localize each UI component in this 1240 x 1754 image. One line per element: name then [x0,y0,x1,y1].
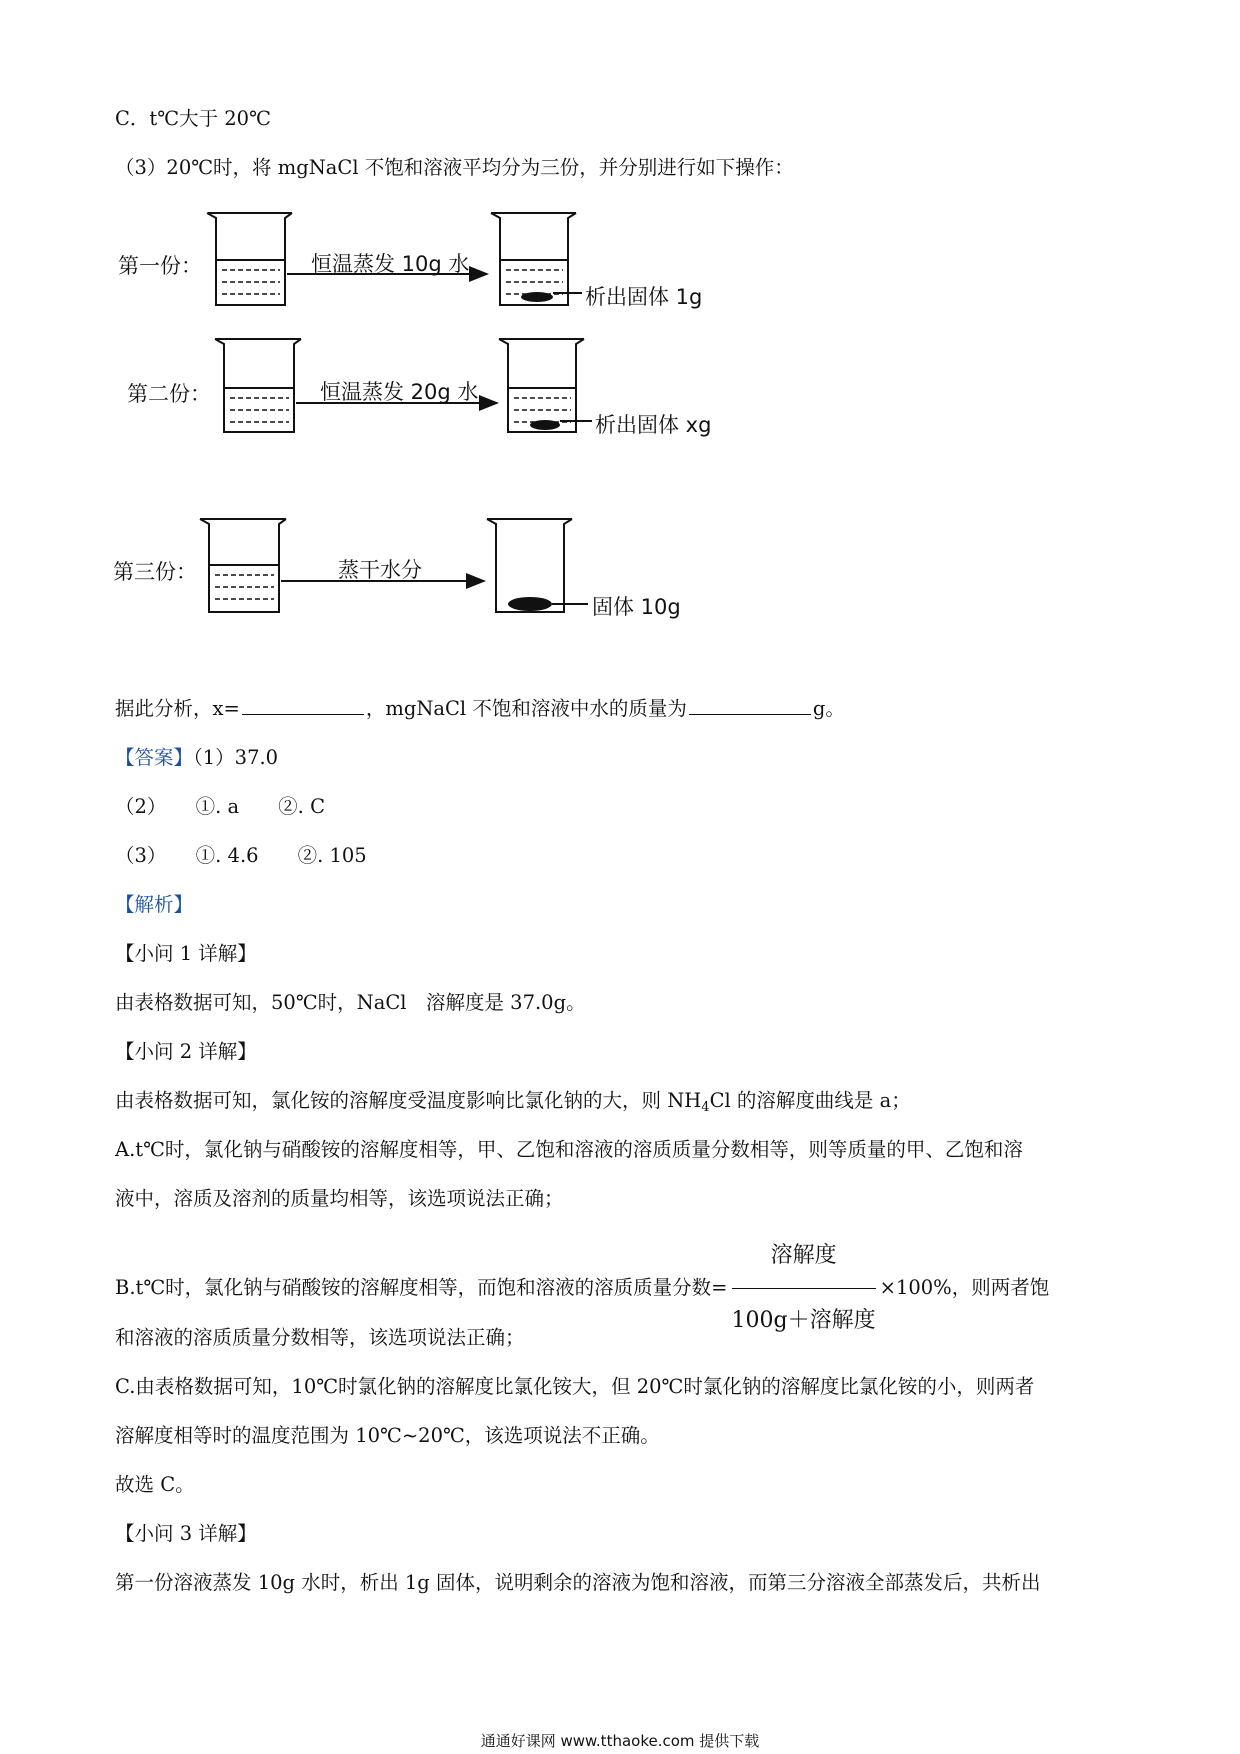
portion-1-label: 第一份： [118,254,202,278]
portion-2-source-beaker [215,339,301,432]
portion-3-result-beaker [487,519,588,612]
answer-line-2: （2） ①. a ②. C [115,795,325,818]
portion-2-result-beaker [499,339,592,432]
option-c-text: C．t℃大于 20℃ [115,107,271,130]
subquestion-2-heading: 【小问 2 详解】 [115,1040,257,1063]
portion-3-label: 第三份： [113,560,197,584]
subquestion-1-heading: 【小问 1 详解】 [115,942,257,965]
answer-line-3: （3） ①. 4.6 ②. 105 [115,844,367,867]
question-3-intro: （3）20℃时，将 mgNaCl 不饱和溶液平均分为三份，并分别进行如下操作： [115,156,794,179]
answer-blank-water [689,696,811,715]
portion-3-result-label: 固体 10g [592,595,681,619]
portion-3-source-beaker [200,519,286,612]
answer-line-1: 【答案】（1）37.0 [115,746,279,769]
analysis-tag: 【解析】 [115,893,194,916]
subquestion-3-body: 第一份溶液蒸发 10g 水时，析出 1g 固体，说明剩余的溶液为饱和溶液，而第三分溶液全部蒸发后，共析出 [115,1571,1041,1594]
portion-3-arrow-label: 蒸干水分 [338,558,422,582]
portion-2-label: 第二份： [127,382,211,406]
subquestion-3-heading: 【小问 3 详解】 [115,1522,257,1545]
experiment-diagram [0,0,1240,640]
option-b-line-1: B.t℃时，氯化钠与硝酸铵的溶解度相等，而饱和溶液的溶质质量分数= $\frac{\text{溶解度}}{\text{100g＋溶解度}}$ ×100%，则两者饱 [115,1226,1049,1351]
question-tail: 据此分析，x= ，mgNaCl 不饱和溶液中水的质量为 g。 [115,697,845,720]
subquestion-2-line-1: 由表格数据可知，氯化铵的溶解度受温度影响比氯化钠的大，则 $NH_4Cl$ 的溶解度曲线是 a； [115,1089,911,1115]
answer-blank-x [242,696,364,715]
subquestion-1-body: 由表格数据可知，50℃时，NaCl 溶解度是 37.0g。 [115,991,586,1014]
mass-fraction-formula: $\frac{\text{溶解度}}{\text{100g＋溶解度}}$ [732,1226,876,1351]
answer-tag: 【答案】 [115,746,194,769]
portion-1-arrow-label: 恒温蒸发 10g 水 [311,252,470,276]
option-a-line-1: A.t℃时，氯化钠与硝酸铵的溶解度相等，甲、乙饱和溶液的溶质质量分数相等，则等质量的甲、乙饱和溶 [115,1138,1023,1161]
portion-2-result-label: 析出固体 xg [595,413,712,437]
portion-1-result-label: 析出固体 1g [585,285,703,309]
option-c-analysis-line-1: C.由表格数据可知，10℃时氯化钠的溶解度比氯化铵大，但 20℃时氯化钠的溶解度比氯化铵的小，则两者 [115,1375,1035,1398]
subquestion-2-conclusion: 故选 C。 [115,1473,195,1496]
page-footer: 通通好课网 www.tthaoke.com 提供下载 [480,1732,760,1750]
portion-1-source-beaker [207,213,292,305]
option-a-line-2: 液中，溶质及溶剂的质量均相等，该选项说法正确； [115,1187,564,1210]
option-c-analysis-line-2: 溶解度相等时的温度范围为 10℃~20℃，该选项说法不正确。 [115,1424,660,1447]
portion-1-result-beaker [491,213,582,305]
portion-2-arrow-label: 恒温蒸发 20g 水 [320,380,479,404]
option-b-line-2: 和溶液的溶质质量分数相等，该选项说法正确； [115,1326,525,1349]
